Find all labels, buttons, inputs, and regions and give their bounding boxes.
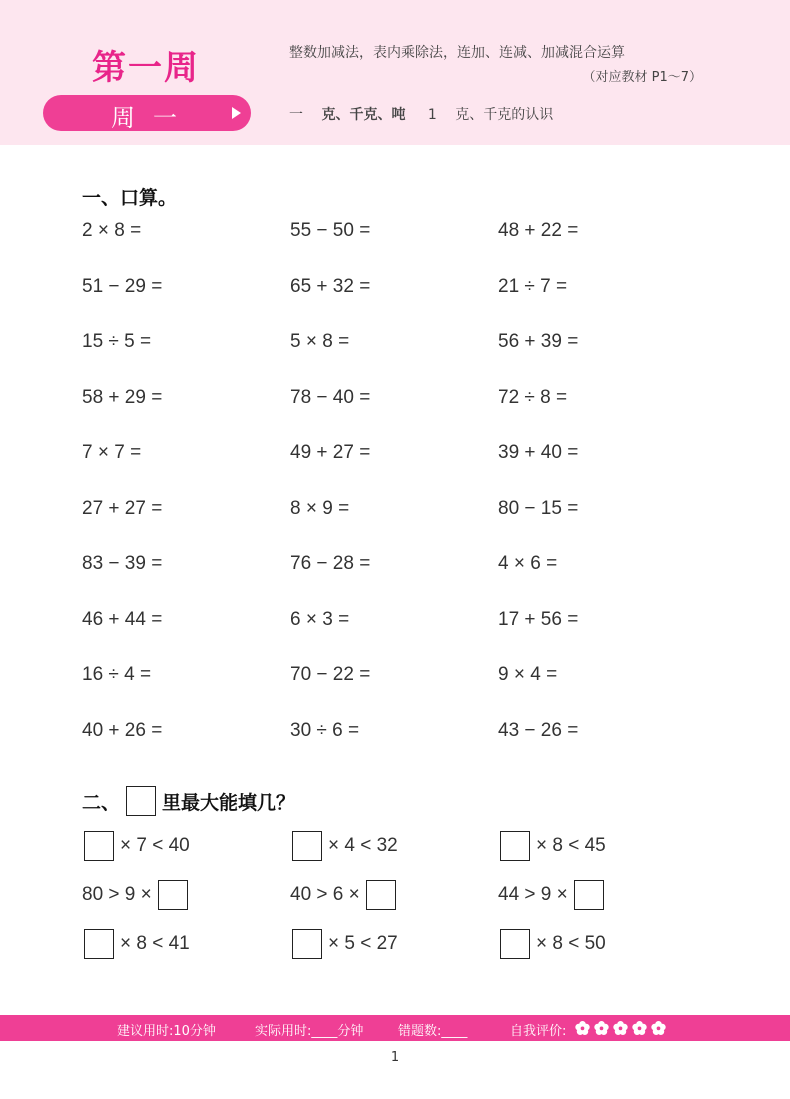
math-problem: 16 ÷ 4 = (82, 664, 152, 685)
math-problem: 48 + 22 = (498, 220, 579, 241)
week-title: 第一周 (92, 48, 200, 88)
flower-icon[interactable] (650, 1020, 667, 1036)
math-problem: 30 ÷ 6 = (290, 719, 360, 741)
math-problem: 4 × 6 = (498, 553, 558, 574)
lesson-info (289, 104, 553, 124)
unit-number: 一 (289, 107, 303, 123)
textbook-reference: （对应教材 P1～7） (582, 70, 702, 85)
topics-text: 整数加减法，表内乘除法，连加、连减、加减混合运算 (289, 45, 625, 61)
math-problem: 8 × 9 = (290, 497, 350, 519)
footer-bar (0, 1015, 790, 1041)
answer-box[interactable] (84, 929, 114, 959)
inequality-problem (290, 928, 498, 960)
page-header (0, 0, 790, 145)
inequality-problem (498, 928, 706, 960)
math-problem: 58 + 29 = (82, 386, 163, 408)
mental-math-grid (82, 218, 702, 773)
rating-flowers (574, 1020, 667, 1036)
answer-box[interactable] (84, 831, 114, 861)
flower-icon[interactable] (574, 1020, 591, 1036)
lesson-name: 克、千克的认识 (455, 107, 554, 123)
inequality-after: × 5 < 27 (328, 933, 398, 954)
answer-box-icon (126, 786, 156, 816)
math-problem: 2 × 8 = (82, 220, 142, 241)
math-problem: 49 + 27 = (290, 442, 371, 463)
inequality-after: × 4 < 32 (328, 835, 398, 856)
inequality-before: 44 > 9 × (498, 884, 568, 905)
inequality-after: × 8 < 50 (536, 933, 606, 954)
day-label: 周一 (111, 104, 195, 132)
inequality-problem (82, 879, 290, 911)
inequality-before: 40 > 6 × (290, 884, 360, 905)
math-problem: 70 − 22 = (290, 664, 371, 685)
math-problem: 51 − 29 = (82, 275, 163, 297)
inequality-problem (290, 879, 498, 911)
answer-box[interactable] (292, 929, 322, 959)
math-problem: 6 × 3 = (290, 608, 350, 630)
self-evaluation-label: 自我评价: (510, 1024, 567, 1039)
suggested-time: 建议用时:10分钟 (117, 1024, 216, 1039)
unit-name: 克、千克、吨 (321, 107, 406, 123)
flower-icon[interactable] (593, 1020, 610, 1036)
math-problem: 76 − 28 = (290, 553, 371, 574)
math-problem: 46 + 44 = (82, 608, 163, 630)
inequality-problem (498, 879, 706, 911)
page-number: 1 (390, 1050, 400, 1065)
math-problem: 39 + 40 = (498, 442, 579, 463)
section-2-title (82, 786, 295, 816)
math-problem: 15 ÷ 5 = (82, 331, 152, 352)
section-2-prefix: 二、 (82, 791, 121, 814)
inequality-after: × 7 < 40 (120, 835, 190, 856)
answer-box[interactable] (158, 880, 188, 910)
inequality-grid (82, 830, 702, 977)
math-problem: 55 − 50 = (290, 220, 371, 241)
answer-box[interactable] (292, 831, 322, 861)
math-problem: 83 − 39 = (82, 553, 163, 574)
math-problem: 5 × 8 = (290, 331, 350, 352)
math-problem: 40 + 26 = (82, 719, 163, 741)
math-problem: 72 ÷ 8 = (498, 386, 568, 408)
inequality-problem (498, 830, 706, 862)
section-2-suffix: 里最大能填几？ (162, 791, 296, 814)
math-problem: 7 × 7 = (82, 442, 142, 463)
lesson-number: 1 (427, 107, 437, 123)
inequality-after: × 8 < 45 (536, 835, 606, 856)
math-problem: 21 ÷ 7 = (498, 275, 568, 297)
flower-icon[interactable] (612, 1020, 629, 1036)
math-problem: 78 − 40 = (290, 386, 371, 408)
math-problem: 56 + 39 = (498, 331, 579, 352)
answer-box[interactable] (500, 831, 530, 861)
answer-box[interactable] (574, 880, 604, 910)
math-problem: 17 + 56 = (498, 608, 579, 630)
answer-box[interactable] (500, 929, 530, 959)
inequality-problem (82, 830, 290, 862)
day-pill (43, 95, 251, 131)
inequality-problem (82, 928, 290, 960)
math-problem: 27 + 27 = (82, 497, 163, 519)
inequality-before: 80 > 9 × (82, 884, 152, 905)
math-problem: 80 − 15 = (498, 497, 579, 519)
section-1-title: 一、口算。 (82, 187, 178, 209)
error-count: 错题数:____ (398, 1024, 468, 1039)
math-problem: 65 + 32 = (290, 275, 371, 297)
math-problem: 9 × 4 = (498, 664, 558, 685)
answer-box[interactable] (366, 880, 396, 910)
play-arrow-icon (232, 107, 241, 119)
flower-icon[interactable] (631, 1020, 648, 1036)
inequality-after: × 8 < 41 (120, 933, 190, 954)
actual-time: 实际用时:____分钟 (255, 1024, 364, 1039)
inequality-problem (290, 830, 498, 862)
math-problem: 43 − 26 = (498, 719, 579, 741)
